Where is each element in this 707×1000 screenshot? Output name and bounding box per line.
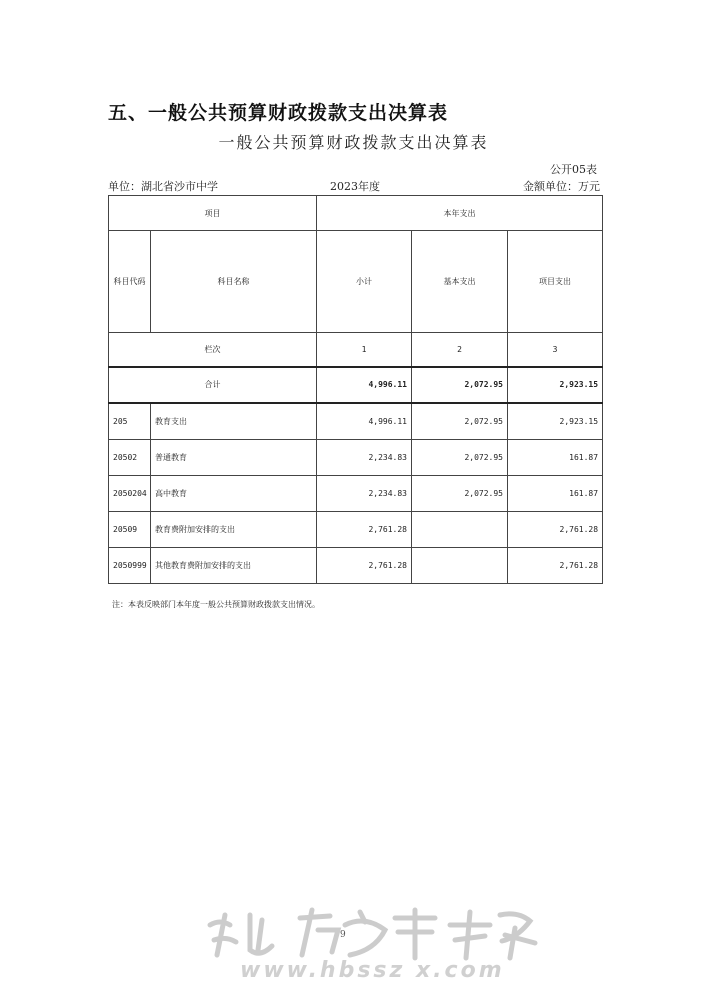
row-name: 高中教育 — [151, 476, 317, 512]
header-code: 科目代码 — [109, 231, 151, 333]
fiscal-year: 2023年度 — [330, 180, 380, 193]
row-code: 2050204 — [109, 476, 151, 512]
row-project: 2,923.15 — [508, 403, 603, 440]
header-current-year: 本年支出 — [317, 196, 603, 231]
row-subtotal: 2,761.28 — [317, 548, 412, 584]
row-subtotal: 2,761.28 — [317, 512, 412, 548]
expenditure-table — [108, 195, 603, 584]
row-code: 205 — [109, 403, 151, 440]
row-name: 其他教育费附加安排的支出 — [151, 548, 317, 584]
table-meta — [108, 178, 600, 194]
total-label: 合计 — [109, 367, 317, 403]
row-subtotal: 4,996.11 — [317, 403, 412, 440]
row-project: 2,761.28 — [508, 548, 603, 584]
header-item: 项目 — [109, 196, 317, 231]
row-code: 20509 — [109, 512, 151, 548]
total-basic: 2,072.95 — [412, 367, 508, 403]
row-basic — [412, 512, 508, 548]
row-code: 20502 — [109, 440, 151, 476]
row-name: 教育费附加安排的支出 — [151, 512, 317, 548]
row-project: 161.87 — [508, 440, 603, 476]
row-name: 普通教育 — [151, 440, 317, 476]
row-basic: 2,072.95 — [412, 440, 508, 476]
header-row-2 — [109, 231, 603, 333]
section-title: 五、一般公共预算财政拨款支出决算表 — [108, 102, 449, 124]
table-row — [109, 476, 603, 512]
row-basic: 2,072.95 — [412, 403, 508, 440]
row-project: 2,761.28 — [508, 512, 603, 548]
header-row-1 — [109, 196, 603, 231]
column-order-row — [109, 333, 603, 367]
header-name: 科目名称 — [151, 231, 317, 333]
row-subtotal: 2,234.83 — [317, 440, 412, 476]
column-number-1: 1 — [317, 333, 412, 367]
watermark-url: www.hbssz x.com — [240, 958, 505, 983]
table-row — [109, 548, 603, 584]
header-basic: 基本支出 — [412, 231, 508, 333]
total-row — [109, 367, 603, 403]
row-name: 教育支出 — [151, 403, 317, 440]
column-number-2: 2 — [412, 333, 508, 367]
page-number: 9 — [340, 930, 346, 940]
column-number-3: 3 — [508, 333, 603, 367]
money-unit: 金额单位：万元 — [523, 180, 600, 193]
row-code: 2050999 — [109, 548, 151, 584]
table-row — [109, 440, 603, 476]
row-project: 161.87 — [508, 476, 603, 512]
row-basic: 2,072.95 — [412, 476, 508, 512]
table-row — [109, 512, 603, 548]
header-project: 项目支出 — [508, 231, 603, 333]
table-note: 注：本表反映部门本年度一般公共预算财政拨款支出情况。 — [112, 600, 320, 609]
unit-label: 单位：湖北省沙市中学 — [108, 180, 218, 193]
row-subtotal: 2,234.83 — [317, 476, 412, 512]
total-project: 2,923.15 — [508, 367, 603, 403]
row-basic — [412, 548, 508, 584]
table-row — [109, 403, 603, 440]
table-title: 一般公共预算财政拨款支出决算表 — [218, 133, 489, 152]
form-number: 公开05表 — [550, 163, 597, 176]
header-subtotal: 小计 — [317, 231, 412, 333]
column-order-label: 栏次 — [109, 333, 317, 367]
total-subtotal: 4,996.11 — [317, 367, 412, 403]
